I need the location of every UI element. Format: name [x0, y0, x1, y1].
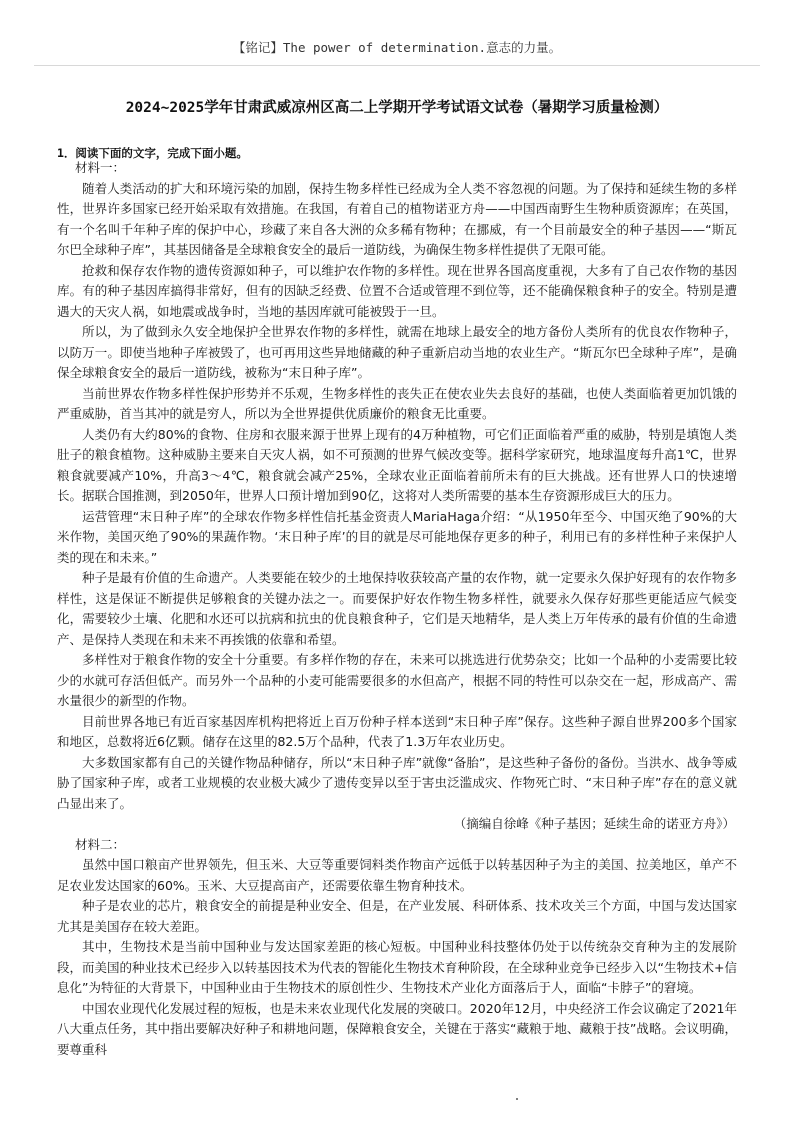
material1-source: （摘编自徐峰《种子基因；延续生命的诺亚方舟》） — [453, 816, 735, 831]
material1-paragraph: 大多数国家都有自己的关键作物品种储存，所以“末日种子库”就像“备胎”，是这些种子备份的备份。当洪水、战争等威胁了国家种子库，或者工业规模的农业极大减少了遗传变异以至于害虫泛滥成灾、作物死亡时、“末日种子库”存在的意义就凸显出来了。 — [57, 754, 737, 811]
material1-paragraph: 当前世界农作物多样性保护形势并不乐观，生物多样性的丧失正在使农业失去良好的基础，也使人类面临着更加饥饿的严重威胁，首当其冲的就是穷人，所以为全世界提供优质廉价的粮食无比重要。 — [57, 385, 737, 421]
question-label: 1．阅读下面的文字，完成下面小题。 — [57, 146, 248, 160]
material2-label: 材料二： — [75, 836, 126, 852]
header-divider — [34, 65, 760, 66]
document-body — [57, 158, 737, 1060]
header-motto: 【铭记】The power of determination.意志的力量。 — [232, 40, 562, 55]
material2-paragraph: 中国农业现代化发展过程的短板，也是未来农业现代化发展的突破口。2020年12月，中央经济工作会议确定了2021年八大重点任务，其中指出要解决好种子和耕地问题，保障粮食安全，关键在于落实“藏粮于地、藏粮于技”战略。会议明确，要尊重科 — [57, 1000, 737, 1057]
material1-paragraph: 多样性对于粮食作物的安全十分重要。有多样作物的存在，未来可以挑选进行优势杂交；比如一个品种的小麦需要比较少的水就可存活但低产。而另外一个品种的小麦可能需要很多的水但高产，根据不同的特性可以杂交在一起，形成高产、需水量很少的新型的作物。 — [57, 652, 737, 708]
material1-paragraph: 人类仍有大约80%的食物、住房和衣服来源于世界上现有的4万种植物，可它们正面临着严重的威胁，特别是填饱人类肚子的粮食植物。这种威胁主要来自天灾人祸，如不可预测的世界气候改变等。据科学家研究，地球温度每升高1℃，世界粮食就要减产10%，升高3～4℃，粮食就会减产25%，全球农业正面临着前所未有的巨大挑战。还有世界人口的快速增长。据联合国推测，到2050年，世界人口预计增加到90亿，这将对人类所需要的基本生存资源形成巨大的压力。 — [57, 426, 737, 503]
material1-paragraph: 目前世界各地已有近百家基因库机构把将近上百万份种子样本送到“末日种子库”保存。这些种子源自世界200多个国家和地区，总数将近6亿颗。储存在这里的82.5万个品种，代表了1.3万年农业历史。 — [57, 713, 737, 749]
material2-paragraph: 种子是农业的芯片，粮食安全的前提是种业安全、但是，在产业发展、科研体系、技术攻关三个方面，中国与发达国家尤其是美国存在较大差距。 — [57, 898, 737, 934]
document-title: 2024~2025学年甘肃武威凉州区高二上学期开学考试语文试卷（暑期学习质量检测） — [125, 100, 669, 116]
material1-paragraph: 随着人类活动的扩大和环境污染的加剧，保持生物多样性已经成为全人类不容忽视的问题。为了保持和延续生物的多样性，世界许多国家已经开始采取有效措施。在我国，有着自己的植物诺亚方舟——中国西南野生生物种质资源库；在英国，有一个名叫千年种子库的保护中心，珍藏了来自各大洲的众多稀有物种；在挪威，有一个目前最安全的种子基因——“斯瓦尔巴全球种子库”，其基因储备是全球粮食安全的最后一道防线，为确保生物多样性提供了无限可能。 — [57, 180, 737, 257]
material1-paragraph: 运营管理“末日种子库”的全球农作物多样性信托基金资责人MariaHaga介绍：“从1950年至今、中国灭绝了90%的大米作物，美国灭绝了90%的果蔬作物。‘末日种子库’的目的就是尽可能地保存更多的种子，利用已有的多样性种子来保护人类的现在和未来。” — [57, 508, 737, 565]
material1-paragraph: 种子是最有价值的生命遗产。人类要能在较少的土地保持收获较高产量的农作物，就一定要永久保护好现有的农作物多样性，这是保证不断提供足够粮食的关键办法之一。而要保护好农作物生物多样性，就要永久保存好那些更能适应气候变化，需要较少土壤、化肥和水还可以抗病和抗虫的优良粮食种子，它们是天地精华，是人类上万年传承的最有价值的生命遗产、是保持人类现在和未来不再挨饿的依靠和希望。 — [57, 570, 737, 647]
page-dot-mark — [516, 1098, 518, 1100]
material2-paragraph: 虽然中国口粮亩产世界领先，但玉米、大豆等重要饲料类作物亩产远低于以转基因种子为主的美国、拉美地区，单产不足农业发达国家的60%。玉米、大豆提高亩产，还需要依靠生物育种技术。 — [57, 857, 737, 893]
material1-paragraph: 所以，为了做到永久安全地保护全世界农作物的多样性，就需在地球上最安全的地方备份人类所有的优良农作物种子，以防万一。即使当地种子库被毁了，也可再用这些异地储藏的种子重新启动当地的农业生产。“斯瓦尔巴全球种子库”，是确保全球粮食安全的最后一道防线，被称为“末日种子库”。 — [57, 324, 737, 380]
material2-paragraph: 其中，生物技术是当前中国种业与发达国家差距的核心短板。中国种业科技整体仍处于以传统杂交育种为主的发展阶段，而美国的种业技术已经步入以转基因技术为代表的智能化生物技术育种阶段，在全球种业竞争已经步入以“生物技术+信息化”为特征的大背景下，中国种业由于生物技术的原创性少、生物技术产业化方面落后于人，面临“卡脖子”的窘境。 — [57, 939, 737, 995]
material1-paragraph: 抢救和保存农作物的遗传资源如种子，可以维护农作物的多样性。现在世界各国高度重视，大多有了自己农作物的基因库。有的种子基因库搞得非常好，但有的因缺乏经费、位置不合适或管理不到位等，还不能确保粮食种子的安全。特别是遭遇大的天灾人祸，如地震或战争时，当地的基因库就可能被毁于一旦。 — [57, 262, 737, 319]
material1-label: 材料一： — [75, 160, 126, 175]
